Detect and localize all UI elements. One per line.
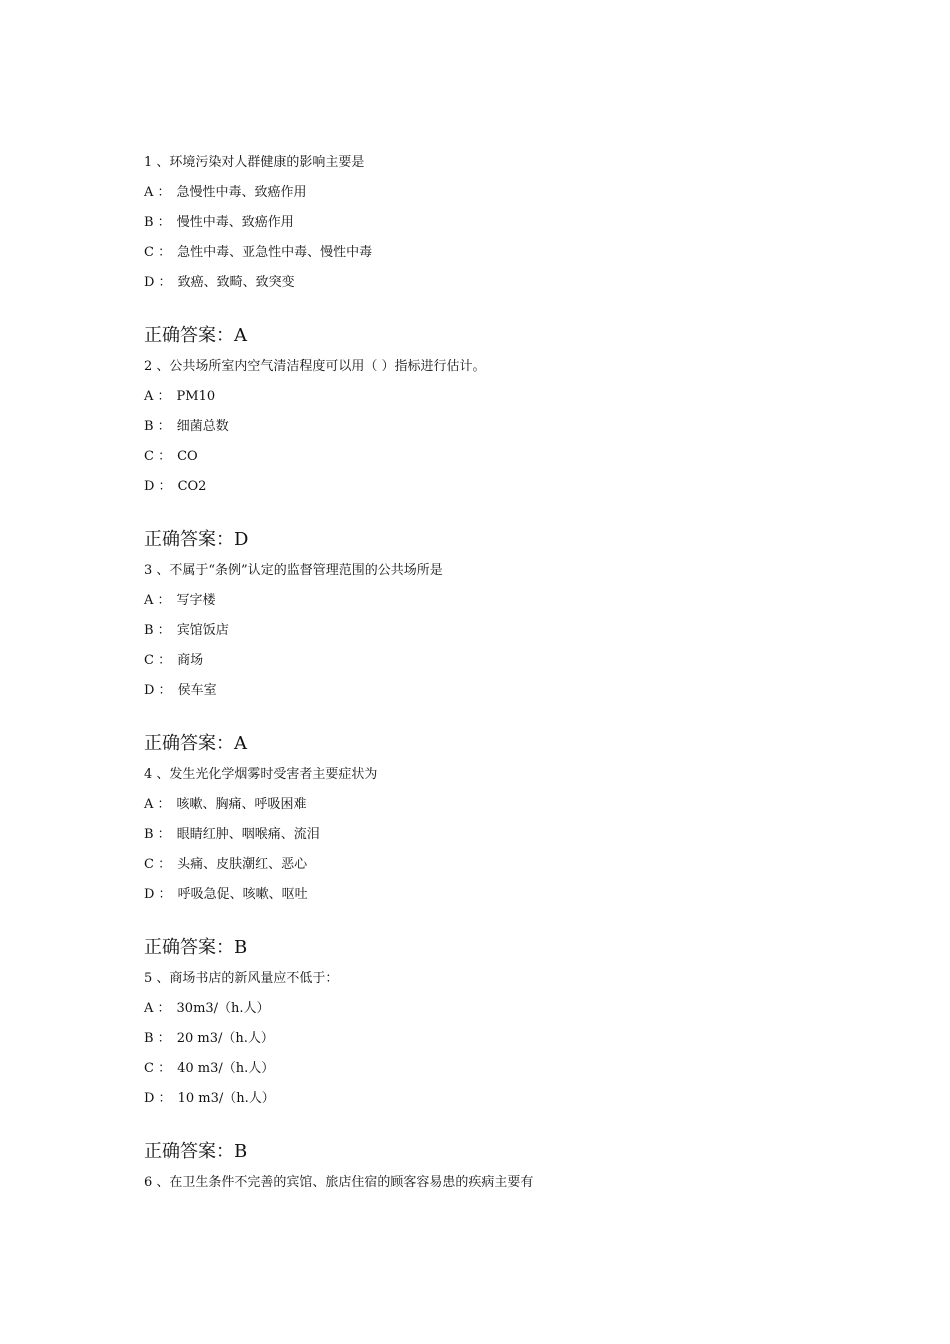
correct-answer [144, 728, 864, 760]
option-letter: D ： [144, 683, 172, 698]
option-text: 呼吸急促、咳嗽、呕吐 [177, 887, 308, 902]
option-c [144, 442, 864, 472]
question-block [144, 148, 864, 352]
option-letter: C ： [144, 653, 172, 668]
option-d [144, 1084, 864, 1114]
option-letter: C ： [144, 245, 172, 260]
question-block [144, 760, 864, 964]
option-a [144, 994, 864, 1024]
option-text: 侯车室 [177, 683, 217, 698]
question-block [144, 556, 864, 760]
option-a [144, 382, 864, 412]
option-b [144, 208, 864, 238]
option-letter: B ： [144, 1031, 171, 1046]
option-b [144, 616, 864, 646]
option-text: 急慢性中毒、致癌作用 [176, 185, 307, 200]
option-text: 写字楼 [176, 593, 216, 608]
option-text: 眼睛红肿、咽喉痛、流泪 [176, 827, 320, 842]
correct-answer [144, 932, 864, 964]
option-c [144, 1054, 864, 1084]
question-block [144, 1168, 864, 1198]
answer-label: 正确答案： [144, 733, 234, 754]
option-letter: C ： [144, 1061, 172, 1076]
option-text: 头痛、皮肤潮红、恶心 [177, 857, 308, 872]
option-c [144, 850, 864, 880]
option-text: 20 m3/（h.人） [176, 1031, 274, 1046]
option-letter: A ： [144, 185, 171, 200]
question-title: 5 、商场书店的新风量应不低于： [144, 971, 339, 986]
question-title: 6 、在卫生条件不完善的宾馆、旅店住宿的顾客容易患的疾病主要有 [144, 1175, 534, 1190]
question-document [144, 148, 864, 1198]
answer-value: B [234, 1141, 248, 1162]
answer-label: 正确答案： [144, 937, 234, 958]
correct-answer [144, 524, 864, 556]
option-letter: D ： [144, 275, 172, 290]
option-text: 10 m3/（h.人） [177, 1091, 275, 1106]
option-text: 咳嗽、胸痛、呼吸困难 [176, 797, 307, 812]
answer-value: D [234, 529, 249, 550]
option-text: 慢性中毒、致癌作用 [176, 215, 294, 230]
option-text: PM10 [176, 389, 216, 404]
option-letter: C ： [144, 449, 172, 464]
option-letter: C ： [144, 857, 172, 872]
question-title: 3 、不属于“条例”认定的监督管理范围的公共场所是 [144, 563, 443, 578]
correct-answer [144, 320, 864, 352]
option-letter: D ： [144, 1091, 172, 1106]
option-text: CO2 [177, 479, 207, 494]
answer-label: 正确答案： [144, 529, 234, 550]
option-letter: D ： [144, 887, 172, 902]
answer-value: A [234, 325, 247, 346]
option-letter: D ： [144, 479, 172, 494]
option-d [144, 472, 864, 502]
option-b [144, 1024, 864, 1054]
option-text: 30m3/（h.人） [176, 1001, 270, 1016]
option-letter: A ： [144, 797, 171, 812]
answer-value: A [234, 733, 247, 754]
option-letter: B ： [144, 827, 171, 842]
option-text: 宾馆饭店 [176, 623, 229, 638]
answer-label: 正确答案： [144, 1141, 234, 1162]
option-text: 40 m3/（h.人） [177, 1061, 275, 1076]
option-letter: A ： [144, 593, 171, 608]
option-a [144, 178, 864, 208]
option-letter: A ： [144, 1001, 171, 1016]
option-text: 商场 [177, 653, 204, 668]
option-letter: B ： [144, 215, 171, 230]
question-title: 2 、公共场所室内空气清洁程度可以用（ ）指标进行估计。 [144, 359, 486, 374]
answer-value: B [234, 937, 248, 958]
answer-label: 正确答案： [144, 325, 234, 346]
option-d [144, 268, 864, 298]
option-b [144, 820, 864, 850]
option-c [144, 646, 864, 676]
option-b [144, 412, 864, 442]
option-text: 细菌总数 [176, 419, 229, 434]
option-a [144, 790, 864, 820]
question-block [144, 352, 864, 556]
question-block [144, 964, 864, 1168]
option-c [144, 238, 864, 268]
option-text: 致癌、致畸、致突变 [177, 275, 295, 290]
option-text: CO [177, 449, 198, 464]
option-letter: B ： [144, 419, 171, 434]
option-letter: A ： [144, 389, 171, 404]
option-letter: B ： [144, 623, 171, 638]
option-d [144, 676, 864, 706]
correct-answer [144, 1136, 864, 1168]
option-d [144, 880, 864, 910]
question-title: 4 、发生光化学烟雾时受害者主要症状为 [144, 767, 378, 782]
question-title: 1 、环境污染对人群健康的影响主要是 [144, 155, 365, 170]
option-text: 急性中毒、亚急性中毒、慢性中毒 [177, 245, 373, 260]
option-a [144, 586, 864, 616]
